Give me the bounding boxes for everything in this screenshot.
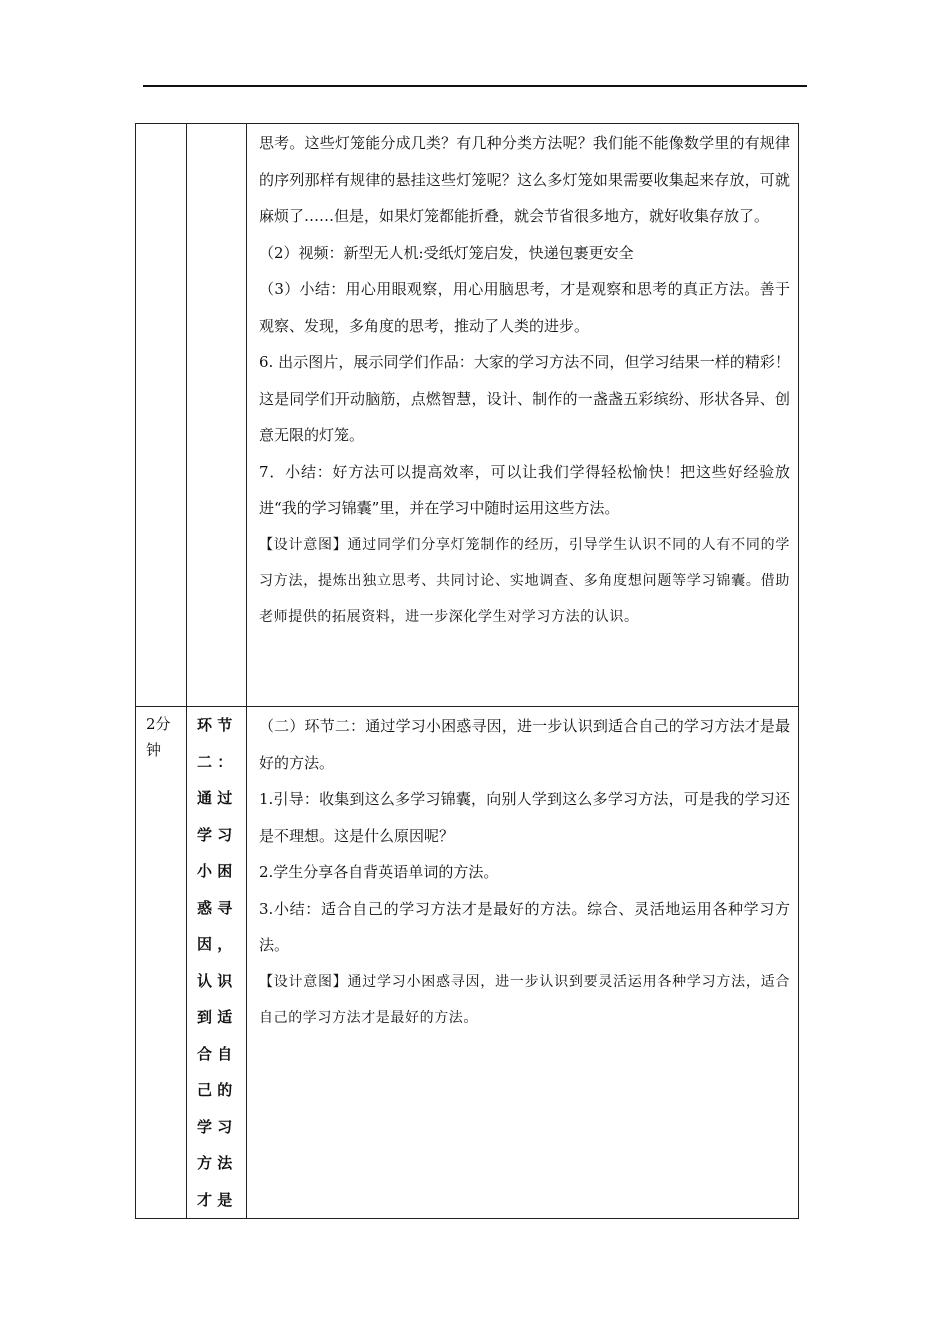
stage-line: 方 法 [197,1154,233,1172]
table-row [136,124,799,707]
paragraph: 1.引导：收集到这么多学习锦囊，向别人学到这么多学习方法，可是我的学习还是不理想。这是什么原因呢？ [259,790,790,845]
header-rule [143,85,807,87]
time-label: 2分钟 [146,715,171,759]
stage-line: 环 节 [197,716,233,734]
stage-line: 合 自 [197,1044,233,1063]
stage-cell [187,124,247,707]
paragraph: 6. 出示图片，展示同学们作品：大家的学习方法不同，但学习结果一样的精彩！这是同学们开动脑筋，点燃智慧，设计、制作的一盏盏五彩缤纷、形状各异、创意无限的灯笼。 [259,353,790,444]
content-cell [247,707,799,1219]
lesson-plan-table [135,123,799,1219]
table-row [136,707,799,1219]
paragraph: 思考。这些灯笼能分成几类？有几种分类方法呢？我们能不能像数学里的有规律的序列那样有规律的悬挂这些灯笼呢？这么多灯笼如果需要收集起来存放，可就麻烦了……但是，如果灯笼都能折叠，就会节省很多地方，就好收集存放了。 [259,134,790,225]
stage-line: 才 是 [197,1190,233,1209]
paragraph: 2.学生分享各自背英语单词的方法。 [259,863,499,881]
stage-cell [187,707,247,1219]
stage-line: 己 的 [197,1081,233,1099]
stage-line: 小 困 [197,862,233,880]
design-intent: 【设计意图】通过学习小困惑寻因，进一步认识到要灵活运用各种学习方法，适合自己的学习方法才是最好的方法。 [259,973,790,1026]
paragraph: （3）小结：用心用眼观察，用心用脑思考，才是观察和思考的真正方法。善于观察、发现，多角度的思考，推动了人类的进步。 [259,280,790,335]
stage-title [187,707,246,1218]
paragraph: 3.小结：适合自己的学习方法才是最好的方法。综合、灵活地运用各种学习方法。 [259,899,790,954]
time-cell [136,707,187,1219]
content-cell [247,124,799,707]
stage-line: 二 ： [197,752,233,771]
paragraph: （二）环节二：通过学习小困惑寻因，进一步认识到适合自己的学习方法才是最好的方法。 [259,717,790,772]
design-intent: 【设计意图】通过同学们分享灯笼制作的经历，引导学生认识不同的人有不同的学习方法，提炼出独立思考、共同讨论、实地调查、多角度想问题等学习锦囊。借助老师提供的拓展资料，进一步深化学生对学习方法的认识。 [259,536,790,625]
stage-line: 通 过 [197,789,233,807]
paragraph: （2）视频：新型无人机:受纸灯笼启发，快递包裹更安全 [259,243,634,262]
stage-line: 惑 寻 [197,898,233,917]
paragraph: 7．小结：好方法可以提高效率，可以让我们学得轻松愉快！把这些好经验放进“我的学习锦囊”里，并在学习中随时运用这些方法。 [259,462,790,517]
stage-line: 认 识 [197,971,233,990]
stage-line: 因 ， [197,935,233,953]
stage-line: 学 习 [197,1117,233,1136]
stage-line: 到 适 [197,1008,233,1026]
time-cell [136,124,187,707]
stage-line: 学 习 [197,825,233,844]
